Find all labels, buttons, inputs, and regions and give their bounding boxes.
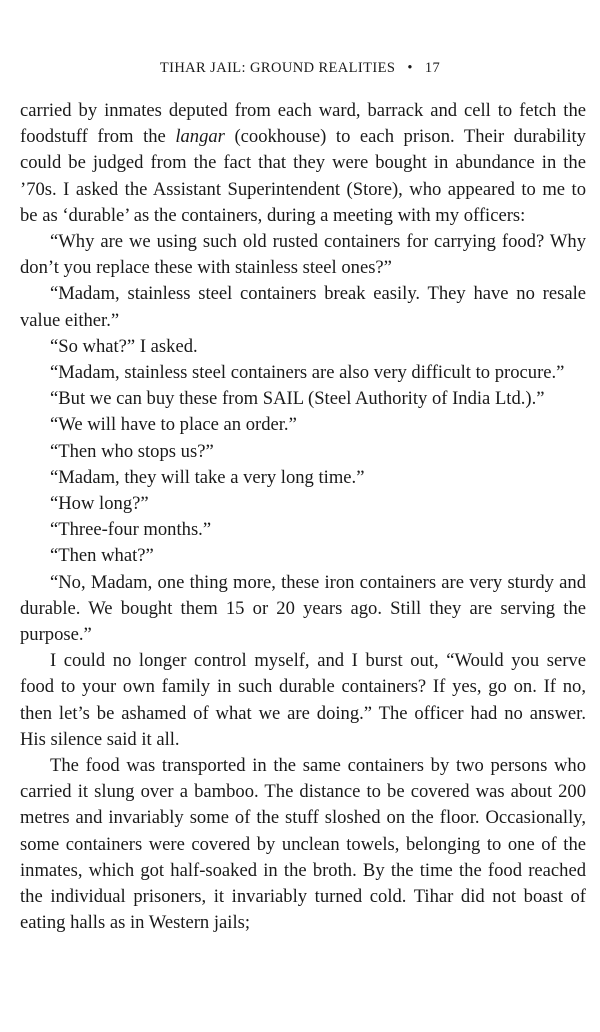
- italic-term: langar: [175, 126, 225, 148]
- paragraph: I could no longer control myself, and I burst out, “Would you serve food to your own family in such durable containers? If yes, go on. If no, then let’s be ashamed of what we are doing.” The officer had no answer. His silence said it all.: [20, 650, 586, 750]
- running-header: [0, 60, 600, 77]
- paragraph: “How long?”: [50, 493, 149, 515]
- paragraph: “Madam, they will take a very long time.”: [50, 466, 365, 488]
- running-title: TIHAR JAIL: GROUND REALITIES: [159, 60, 396, 76]
- paragraph: “Then what?”: [50, 545, 154, 567]
- paragraph: “Why are we using such old rusted containers for carrying food? Why don’t you replace these with stainless steel ones?”: [20, 231, 586, 279]
- paragraph: “So what?” I asked.: [50, 335, 198, 357]
- paragraph: “We will have to place an order.”: [50, 414, 297, 436]
- paragraph: “Madam, stainless steel containers are also very difficult to procure.”: [50, 362, 565, 384]
- header-separator: •: [407, 60, 413, 76]
- paragraph: “But we can buy these from SAIL (Steel Authority of India Ltd.).”: [50, 388, 545, 410]
- body-text: [20, 98, 586, 937]
- paragraph: “Madam, stainless steel containers break easily. They have no resale value either.”: [20, 283, 586, 331]
- paragraph: “Three-four months.”: [50, 519, 212, 541]
- paragraph: “Then who stops us?”: [50, 440, 214, 462]
- paragraph: The food was transported in the same containers by two persons who carried it slung over a bamboo. The distance to be covered was about 200 metres and invariably some of the stuff sloshed on the floor. Occasionally, some containers were covered by unclean towels, belonging to one of the inmates, which got half-soaked in the broth. By the time the food reached the individual prisoners, it invariably turned cold. Tihar did not boast of eating halls as in Western jails;: [20, 755, 586, 934]
- paragraph: “No, Madam, one thing more, these iron containers are very sturdy and durable. We bought them 15 or 20 years ago. Still they are serving the purpose.”: [20, 571, 586, 646]
- paragraph: carried by inmates deputed from each ward, barrack and cell to fetch the foodstuff from the langar (cookhouse) to each prison. Their durability could be judged from the fact that they were bought in abundance in the ’70s. I asked the Assistant Superintendent (Store), who appeared to me to be as ‘durable’ as the containers, during a meeting with my officers:: [20, 100, 586, 226]
- page-number: 17: [424, 60, 441, 76]
